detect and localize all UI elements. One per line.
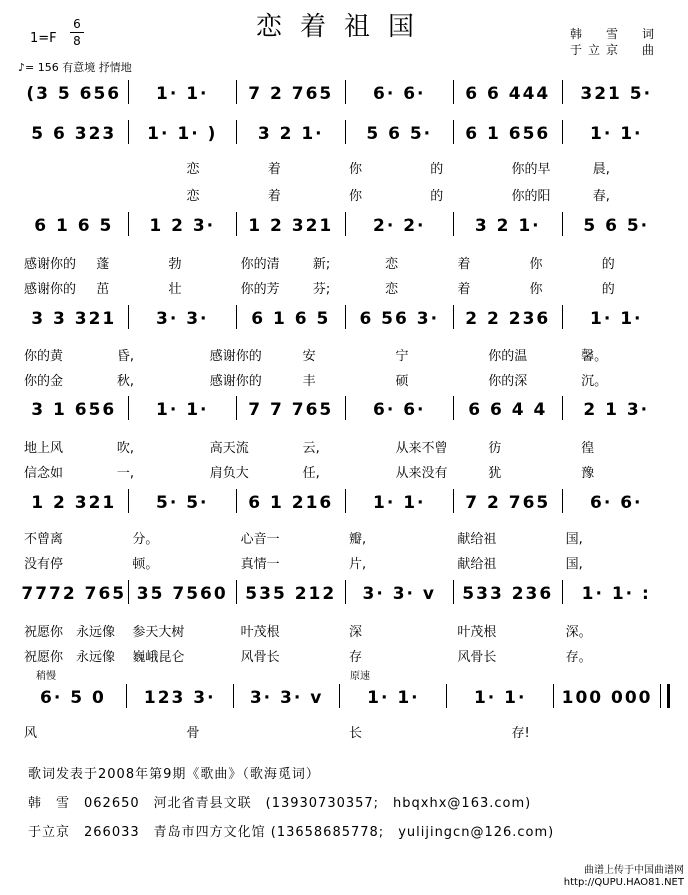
lyric-word: 豫 (581, 466, 595, 481)
lyric-word: 心音一 (240, 532, 280, 547)
lyric-word: 参天大树 (132, 625, 185, 640)
measure: 6· 6· (345, 80, 454, 104)
lyric-word: 存! (511, 726, 530, 741)
measure: 5· 5· (128, 489, 237, 513)
lyric-line (20, 278, 670, 297)
lyric-word: 你的温 (488, 349, 528, 364)
score-row (20, 305, 670, 329)
lyric-word: 瓣, (348, 532, 367, 547)
lyric-word: 任, (302, 466, 320, 481)
lyric-word: 硕 (395, 374, 409, 389)
lyric-word: 你的早 (511, 162, 551, 177)
lyric-word: 深。 (565, 625, 592, 640)
lyric-word: 顿。 (132, 557, 159, 572)
score-row (20, 684, 670, 708)
measure: 7 2 765 (453, 489, 562, 513)
measure: 7772 765 (21, 584, 127, 604)
measure: 1· 1· ) (128, 120, 237, 144)
stamp-line-2: http://QUPU.HAO81.NET (563, 877, 684, 888)
lyric-word: 献给祖 (457, 532, 497, 547)
measure: 3 2 1· (236, 120, 345, 144)
measure: 1 2 321 (236, 212, 345, 236)
measure: 1· 1· (562, 305, 671, 329)
lyric-word: 风骨长 (457, 650, 497, 665)
lyric-word: 的 (430, 162, 444, 177)
lyric-word: 秋, (116, 374, 134, 389)
measure: 6 6 4 4 (453, 396, 562, 420)
lyric-word: 着 (457, 257, 471, 272)
lyric-line (20, 462, 670, 481)
lyric-word: 芬; (312, 282, 331, 297)
measure: 1· 1· : (562, 580, 671, 604)
song-title: 恋着祖国 (255, 12, 432, 42)
measure: 6 6 444 (453, 80, 562, 104)
time-signature (70, 18, 84, 47)
lyric-word: 茁 (96, 282, 110, 297)
measure: 2 2 236 (453, 305, 562, 329)
lyric-word: 巍峨昆仑 (132, 650, 185, 665)
lyric-word: 肩负大 (209, 466, 249, 481)
lyric-word: 祝愿你 永远像 (24, 625, 116, 640)
measure: 1 2 3· (128, 212, 237, 236)
lyric-word: 你的芳 (240, 282, 280, 297)
lyric-word: 从来没有 (395, 466, 448, 481)
lyric-word: 真情一 (240, 557, 280, 572)
lyric-word: 你 (529, 282, 543, 297)
key-signature: 1=F (30, 31, 57, 46)
lyric-line (20, 158, 670, 177)
lyric-word: 长 (349, 726, 363, 741)
measure: 7 7 765 (236, 396, 345, 420)
measure: 5 6 5· (345, 120, 454, 144)
lyric-word: 宁 (395, 349, 409, 364)
measure: 6 1 6 5 (236, 305, 345, 329)
lyric-line (20, 437, 670, 456)
measure: 1· 1· (128, 80, 237, 104)
measure: 6· 6· (345, 396, 454, 420)
lyric-word: 片, (348, 557, 367, 572)
measure: 3· 3· v (345, 580, 454, 604)
lyric-word: 恋 (385, 257, 399, 272)
lyric-line (20, 646, 670, 665)
lyric-word: 国, (565, 557, 583, 572)
lyric-word: 深 (348, 625, 362, 640)
lyric-line (20, 185, 670, 204)
lyric-word: 云, (302, 441, 320, 456)
lyricist-contact: 韩 雪 062650 河北省青县文联 (13930730357; hbqxhx@163.com) (28, 796, 532, 811)
stamp-line-1: 曲谱上传于中国曲谱网 (584, 865, 684, 876)
measure: 533 236 (453, 580, 562, 604)
lyric-word: 从来不曾 (395, 441, 448, 456)
score-row (20, 80, 670, 104)
score-row (20, 212, 670, 236)
composer: 于立京 曲 (570, 43, 661, 57)
lyric-word: 着 (267, 189, 281, 204)
lyric-word: 风骨长 (240, 650, 280, 665)
measure: 1· 1· (562, 120, 671, 144)
lyric-word: 叶茂根 (457, 625, 497, 640)
score-row (20, 489, 670, 513)
measure: 6· 5 0 (40, 688, 106, 708)
lyric-word: 的 (430, 189, 444, 204)
measure: 3· 3· (128, 305, 237, 329)
lyric-word: 一, (116, 466, 134, 481)
lyric-line (20, 345, 670, 364)
measure: 1· 1· (446, 684, 553, 708)
measure: 6 56 3· (345, 305, 454, 329)
slow-marking: 稍慢 (36, 671, 56, 682)
lyric-word: 你的深 (488, 374, 528, 389)
original-tempo-marking: 原速 (350, 671, 370, 682)
lyric-word: 分。 (132, 532, 159, 547)
lyric-word: 沉。 (581, 374, 608, 389)
composer-contact: 于立京 266033 青岛市四方文化馆 (13658685778; yulijingcn@126.com) (28, 825, 555, 840)
lyric-word: 高天流 (209, 441, 249, 456)
measure: 1· 1· (128, 396, 237, 420)
lyric-line (20, 722, 670, 741)
lyric-line (20, 621, 670, 640)
publication-note: 歌词发表于2008年第9期《歌曲》（歌海觅词） (28, 767, 320, 782)
measure: 535 212 (236, 580, 345, 604)
lyric-word (101, 185, 182, 201)
lyric-word (101, 158, 182, 174)
measure: 6 1 6 5 (34, 216, 114, 236)
score-row (20, 580, 670, 604)
lyric-word: 晨, (592, 162, 610, 177)
lyric-word: 的 (601, 282, 615, 297)
measure: 3 2 1· (453, 212, 562, 236)
measure: (3 5 656 (26, 84, 122, 104)
lyric-word: 风 (24, 726, 38, 741)
lyric-word: 馨。 (581, 349, 608, 364)
lyric-word: 信念如 (24, 466, 64, 481)
measure: 6· 6· (562, 489, 671, 513)
lyricist: 韩 雪 词 (570, 27, 661, 41)
lyric-word: 徨 (581, 441, 595, 456)
lyric-word: 彷 (488, 441, 502, 456)
lyric-word: 你的黄 (24, 349, 64, 364)
lyric-word: 吹, (116, 441, 134, 456)
lyric-word: 感谢你的 (209, 374, 262, 389)
measure: 123 3· (126, 684, 233, 708)
measure: 5 6 323 (31, 124, 117, 144)
final-barline (660, 684, 670, 708)
score-row (20, 120, 670, 144)
lyric-word: 感谢你的 (24, 257, 77, 272)
lyric-word: 没有停 (24, 557, 64, 572)
lyric-word: 献给祖 (457, 557, 497, 572)
measure: 7 2 765 (236, 80, 345, 104)
lyric-word: 你 (349, 189, 363, 204)
lyric-word: 丰 (302, 374, 316, 389)
lyric-word: 勃 (168, 257, 182, 272)
lyric-word (20, 158, 101, 174)
measure: 6 1 216 (236, 489, 345, 513)
lyric-line (20, 553, 670, 572)
lyric-word: 骨 (186, 726, 200, 741)
source-stamp (534, 865, 684, 889)
lyric-line (20, 528, 670, 547)
time-numerator: 6 (73, 17, 81, 31)
measure: 6 1 656 (453, 120, 562, 144)
measure: 5 6 5· (562, 212, 671, 236)
lyric-word: 着 (457, 282, 471, 297)
time-denominator: 8 (73, 34, 81, 48)
lyric-word: 你 (529, 257, 543, 272)
lyric-word (20, 185, 101, 201)
lyric-word: 壮 (168, 282, 182, 297)
lyric-word: 地上风 (24, 441, 64, 456)
measure: 3 1 656 (31, 400, 117, 420)
score-row (20, 396, 670, 420)
measure: 100 000 (553, 684, 660, 708)
lyric-line (20, 253, 670, 272)
lyric-word: 新; (312, 257, 331, 272)
lyric-word: 存。 (565, 650, 592, 665)
measure: 321 5· (562, 80, 671, 104)
measure: 1 2 321 (31, 493, 117, 513)
measure: 3· 3· v (233, 684, 340, 708)
lyric-word: 国, (565, 532, 583, 547)
lyric-word: 的 (601, 257, 615, 272)
lyric-word: 你的金 (24, 374, 64, 389)
lyric-word: 存 (348, 650, 362, 665)
lyric-word: 你的阳 (511, 189, 551, 204)
lyric-word: 祝愿你 永远像 (24, 650, 116, 665)
measure: 35 7560 (128, 580, 237, 604)
measure: 1· 1· (345, 489, 454, 513)
lyric-word: 感谢你的 (209, 349, 262, 364)
lyric-line (20, 370, 670, 389)
lyric-word: 春, (592, 189, 610, 204)
lyric-word: 你 (349, 162, 363, 177)
lyric-word: 恋 (186, 189, 200, 204)
measure: 2· 2· (345, 212, 454, 236)
lyric-word: 犹 (488, 466, 502, 481)
lyric-word: 恋 (186, 162, 200, 177)
measure: 2 1 3· (562, 396, 671, 420)
lyric-word: 你的清 (240, 257, 280, 272)
lyric-word: 着 (267, 162, 281, 177)
lyric-word: 叶茂根 (240, 625, 280, 640)
measure: 1· 1· (339, 684, 446, 708)
tempo-marking: ♪= 156 有意境 抒情地 (18, 61, 132, 74)
measure: 3 3 321 (31, 309, 117, 329)
lyric-word: 恋 (385, 282, 399, 297)
lyric-word: 安 (302, 349, 316, 364)
lyric-word: 感谢你的 (24, 282, 77, 297)
lyric-word: 不曾离 (24, 532, 64, 547)
lyric-word: 蓬 (96, 257, 110, 272)
lyric-word: 昏, (116, 349, 134, 364)
